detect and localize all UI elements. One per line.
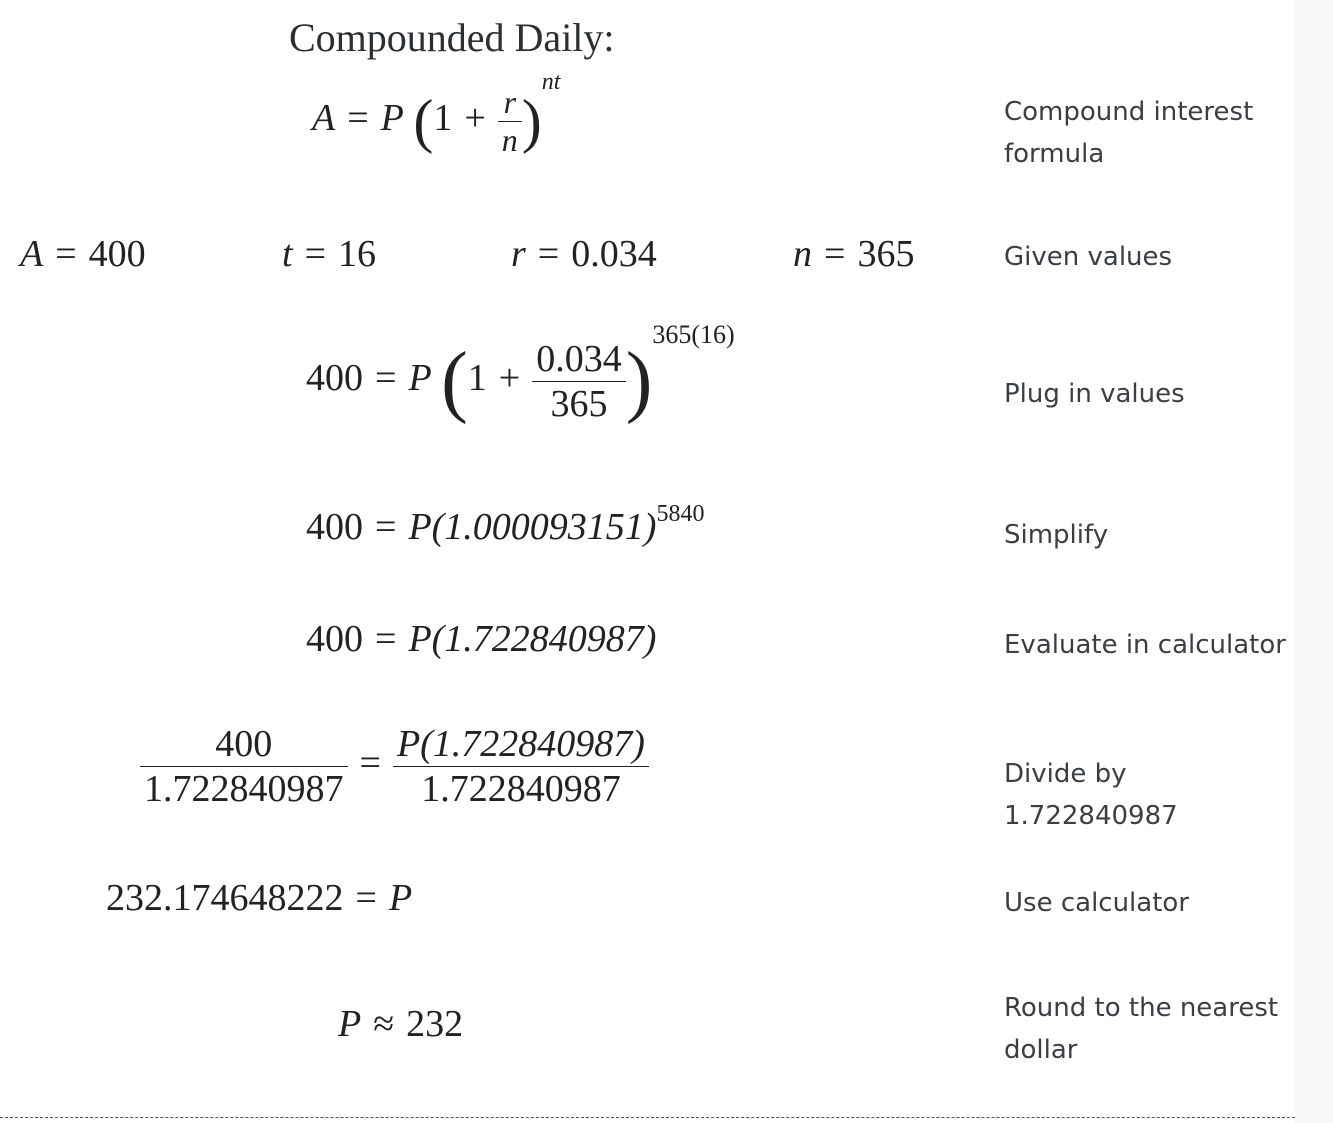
plug-in-equation [306,319,735,427]
right-numerator: P(1.722840987) [396,723,645,765]
given-A-val: 400 [88,233,146,275]
given-r [511,232,657,276]
one: 1 [467,357,487,400]
compound-interest-formula [312,68,561,159]
fraction-denominator: n [498,121,522,159]
var-P: P [338,1003,362,1045]
fraction-numerator: 0.034 [536,338,622,380]
right-denominator: 1.722840987 [393,766,649,811]
plug-lhs: 400 [306,357,363,400]
evaluate-lhs: 400 [306,618,363,660]
equals-sign: = [375,506,397,548]
simplify-equation [306,501,705,549]
note-formula: Compound interest formula [1004,97,1254,169]
calculator-result [106,876,412,920]
left-denominator: 1.722840987 [140,766,348,811]
evaluate-rhs: P(1.722840987) [408,618,657,660]
equals-sign: = [359,742,381,785]
one: 1 [433,97,453,140]
evaluate-equation [306,617,656,661]
left-numerator: 400 [215,723,273,765]
plus-sign: + [464,97,486,140]
right-paren: ) [521,88,542,154]
r-over-n-fraction [498,84,522,159]
note-plug: Plug in values [1004,379,1185,409]
note-simplify: Simplify [1004,520,1109,550]
exponent: 5840 [656,501,705,528]
given-A [20,232,146,276]
given-t [282,232,376,276]
page-title: Compounded Daily: [289,15,615,60]
var-P: P [388,877,413,919]
given-A-var: A [20,233,44,275]
approx-sign: ≈ [373,1003,395,1045]
dashed-divider [0,1117,1295,1118]
fraction-numerator: r [503,84,517,120]
note-evaluate: Evaluate in calculator [1004,630,1286,660]
note-round: Round to the nearest dollar [1004,993,1279,1065]
note-calc: Use calculator [1004,888,1190,918]
equals-sign: = [347,97,369,140]
simplify-lhs: 400 [306,506,363,548]
given-n [793,232,914,276]
given-r-val: 0.034 [571,233,657,275]
note-divide: Divide by 1.722840987 [1004,759,1178,831]
given-t-eq: = [304,233,326,275]
note-given: Given values [1004,242,1173,272]
equals-sign: = [375,618,397,660]
right-paren: ) [625,337,653,425]
rounded-result [338,1002,463,1046]
left-paren: ( [441,337,468,425]
calc-lhs: 232.174648222 [106,877,344,919]
given-n-var: n [793,233,812,275]
given-r-var: r [511,233,526,275]
plus-sign: + [498,357,521,400]
exponent: nt [541,68,561,95]
var-A: A [312,97,336,140]
simplify-rhs: P(1.000093151) [408,506,657,548]
given-r-eq: = [537,233,560,275]
equals-sign: = [355,877,377,919]
var-P: P [380,97,404,140]
right-gutter [1295,0,1333,1123]
right-fraction [393,722,649,811]
left-fraction [140,722,348,811]
rate-fraction [532,337,626,426]
given-n-eq: = [824,233,846,275]
exponent: 365(16) [652,319,735,349]
fraction-denominator: 365 [532,381,626,426]
left-paren: ( [413,88,434,154]
round-val: 232 [406,1003,464,1045]
var-P: P [408,357,432,400]
given-t-var: t [282,233,293,275]
given-n-val: 365 [857,233,915,275]
given-t-val: 16 [338,233,376,275]
equals-sign: = [375,357,397,400]
given-A-eq: = [55,233,77,275]
divide-equation [140,722,649,811]
